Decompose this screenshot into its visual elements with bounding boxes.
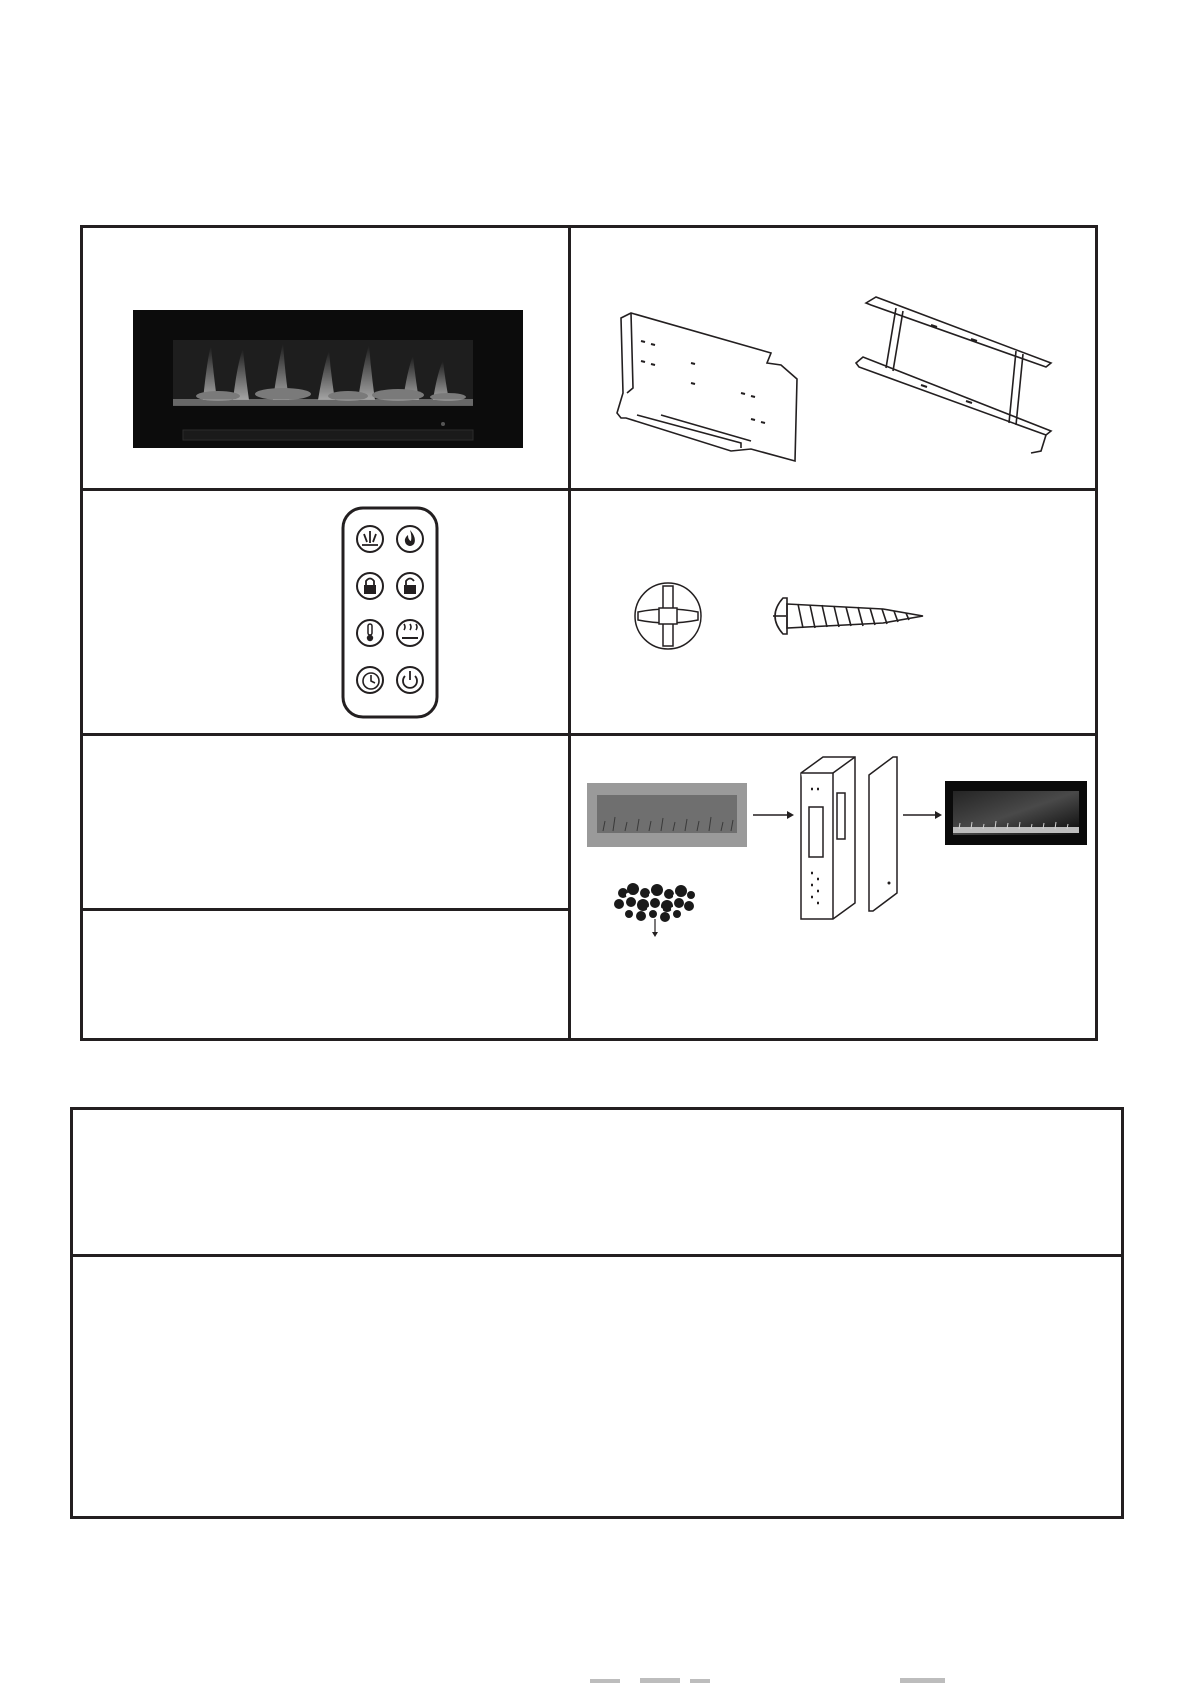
info-box-body (73, 1257, 1121, 1516)
arrow-down-icon (652, 919, 658, 937)
fireplace-photo-black (945, 781, 1087, 845)
glass-panel-drawing (869, 757, 897, 911)
page-edge-artifacts (590, 1673, 990, 1685)
media-conversion-diagram (573, 753, 1093, 953)
fireplace-photo-grey (587, 783, 747, 847)
arrow-right-icon (903, 811, 942, 819)
firebox-unit-drawing (801, 757, 855, 919)
remote-control-image (340, 505, 440, 720)
info-box-header (73, 1110, 1121, 1254)
electric-fireplace-image (133, 310, 523, 450)
screw-head-icon (635, 583, 701, 649)
cell-remote (83, 491, 568, 733)
cell-conversion (571, 736, 1095, 1038)
cell-brackets (571, 228, 1095, 488)
crystal-media-image (614, 883, 695, 922)
info-box (70, 1107, 1124, 1519)
screw-side-icon (773, 598, 923, 634)
cell-blank-1 (83, 736, 568, 908)
screw-image (633, 576, 933, 656)
wall-mounting-brackets-image (591, 283, 1071, 473)
cell-fireplace (83, 228, 568, 488)
parts-table (80, 225, 1098, 1041)
arrow-right-icon (753, 811, 794, 819)
cell-screws (571, 491, 1095, 733)
cell-blank-2 (83, 911, 568, 1038)
